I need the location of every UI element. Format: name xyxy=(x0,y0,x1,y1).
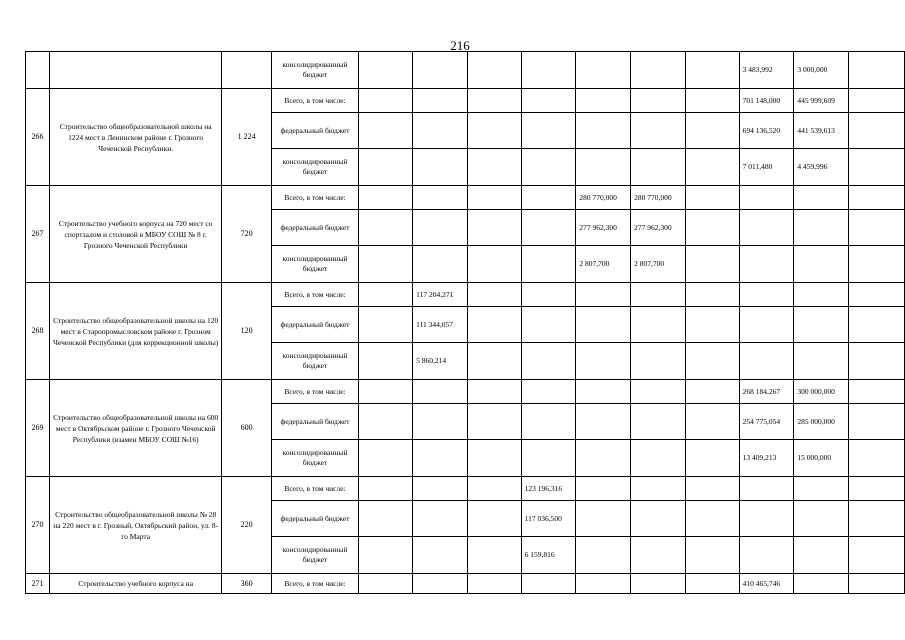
value-cell xyxy=(576,283,631,307)
value-cell xyxy=(739,537,794,574)
value-cell xyxy=(739,210,794,246)
value-cell: 5 860,214 xyxy=(413,343,468,380)
value-cell xyxy=(794,283,849,307)
funding-kind-cell: консолидированный бюджет xyxy=(271,343,359,380)
value-cell xyxy=(631,477,686,501)
value-cell xyxy=(631,574,686,594)
funding-kind-cell: федеральный бюджет xyxy=(271,501,359,537)
capacity-cell: 720 xyxy=(222,186,271,283)
value-cell xyxy=(794,501,849,537)
value-cell xyxy=(576,149,631,186)
value-cell xyxy=(849,89,905,113)
value-cell xyxy=(794,307,849,343)
value-cell xyxy=(794,210,849,246)
value-cell xyxy=(685,52,739,89)
value-cell xyxy=(631,52,686,89)
value-cell: 694 136,520 xyxy=(739,113,794,149)
value-cell xyxy=(576,440,631,477)
value-cell xyxy=(467,343,521,380)
capacity-cell: 360 xyxy=(222,574,271,594)
value-cell xyxy=(413,186,468,210)
value-cell xyxy=(413,210,468,246)
value-cell xyxy=(413,113,468,149)
value-cell xyxy=(849,113,905,149)
value-cell xyxy=(521,149,576,186)
value-cell xyxy=(685,149,739,186)
table-row xyxy=(26,574,905,594)
value-cell: 277 962,300 xyxy=(631,210,686,246)
value-cell xyxy=(685,307,739,343)
capacity-cell: 120 xyxy=(222,283,271,380)
value-cell: 701 148,000 xyxy=(739,89,794,113)
value-cell xyxy=(849,477,905,501)
value-cell xyxy=(467,574,521,594)
value-cell xyxy=(521,343,576,380)
value-cell xyxy=(794,343,849,380)
value-cell xyxy=(413,89,468,113)
value-cell xyxy=(739,307,794,343)
value-cell: 410 465,746 xyxy=(739,574,794,594)
value-cell: 3 000,000 xyxy=(794,52,849,89)
value-cell xyxy=(413,501,468,537)
value-cell xyxy=(631,307,686,343)
funding-kind-cell: консолидированный бюджет xyxy=(271,246,359,283)
value-cell xyxy=(359,440,413,477)
value-cell xyxy=(631,380,686,404)
value-cell xyxy=(467,380,521,404)
value-cell: 280 770,000 xyxy=(631,186,686,210)
value-cell xyxy=(685,537,739,574)
value-cell xyxy=(685,246,739,283)
value-cell: 111 344,057 xyxy=(413,307,468,343)
table-row xyxy=(26,477,905,501)
value-cell xyxy=(576,501,631,537)
value-cell xyxy=(359,186,413,210)
value-cell xyxy=(631,149,686,186)
value-cell xyxy=(521,307,576,343)
value-cell xyxy=(849,343,905,380)
funding-kind-cell: Всего, в том числе: xyxy=(271,89,359,113)
value-cell xyxy=(576,343,631,380)
value-cell xyxy=(359,52,413,89)
value-cell xyxy=(794,574,849,594)
value-cell xyxy=(576,113,631,149)
value-cell: 6 159,816 xyxy=(521,537,576,574)
value-cell xyxy=(576,307,631,343)
value-cell xyxy=(849,307,905,343)
value-cell xyxy=(359,477,413,501)
value-cell xyxy=(413,440,468,477)
value-cell xyxy=(359,307,413,343)
value-cell: 300 000,000 xyxy=(794,380,849,404)
value-cell xyxy=(739,501,794,537)
value-cell: 2 807,700 xyxy=(631,246,686,283)
value-cell xyxy=(685,343,739,380)
value-cell xyxy=(359,113,413,149)
value-cell xyxy=(521,186,576,210)
value-cell xyxy=(631,283,686,307)
value-cell xyxy=(849,537,905,574)
value-cell xyxy=(849,440,905,477)
value-cell xyxy=(849,283,905,307)
row-number-cell: 266 xyxy=(26,89,50,186)
budget-table xyxy=(25,51,905,594)
value-cell xyxy=(739,343,794,380)
value-cell xyxy=(794,246,849,283)
value-cell xyxy=(739,186,794,210)
value-cell: 268 184,267 xyxy=(739,380,794,404)
value-cell: 117 036,500 xyxy=(521,501,576,537)
value-cell xyxy=(631,89,686,113)
value-cell xyxy=(794,186,849,210)
capacity-cell: 220 xyxy=(222,477,271,574)
funding-kind-cell: консолидированный бюджет xyxy=(271,440,359,477)
object-name-cell: Строительство учебного корпуса на xyxy=(49,574,222,594)
value-cell xyxy=(631,537,686,574)
row-number-cell xyxy=(26,52,50,89)
value-cell xyxy=(467,440,521,477)
value-cell xyxy=(521,210,576,246)
funding-kind-cell: федеральный бюджет xyxy=(271,307,359,343)
value-cell xyxy=(685,477,739,501)
value-cell xyxy=(467,537,521,574)
value-cell xyxy=(467,149,521,186)
value-cell: 441 539,613 xyxy=(794,113,849,149)
value-cell: 7 011,480 xyxy=(739,149,794,186)
value-cell: 2 807,700 xyxy=(576,246,631,283)
value-cell xyxy=(849,380,905,404)
value-cell: 280 770,000 xyxy=(576,186,631,210)
value-cell: 13 409,213 xyxy=(739,440,794,477)
value-cell xyxy=(685,89,739,113)
value-cell xyxy=(849,574,905,594)
capacity-cell: 600 xyxy=(222,380,271,477)
value-cell: 3 483,992 xyxy=(739,52,794,89)
value-cell xyxy=(576,574,631,594)
object-name-cell xyxy=(49,52,222,89)
funding-kind-cell: федеральный бюджет xyxy=(271,404,359,440)
value-cell xyxy=(467,307,521,343)
value-cell xyxy=(739,246,794,283)
table-body xyxy=(26,52,905,594)
value-cell xyxy=(631,440,686,477)
value-cell xyxy=(739,283,794,307)
value-cell xyxy=(685,210,739,246)
funding-kind-cell: федеральный бюджет xyxy=(271,113,359,149)
value-cell: 15 000,000 xyxy=(794,440,849,477)
value-cell xyxy=(359,246,413,283)
value-cell xyxy=(576,380,631,404)
funding-kind-cell: Всего, в том числе: xyxy=(271,380,359,404)
value-cell: 445 999,609 xyxy=(794,89,849,113)
value-cell xyxy=(521,283,576,307)
capacity-cell xyxy=(222,52,271,89)
value-cell: 117 204,271 xyxy=(413,283,468,307)
value-cell xyxy=(467,210,521,246)
value-cell xyxy=(849,404,905,440)
value-cell xyxy=(467,404,521,440)
value-cell xyxy=(413,149,468,186)
value-cell: 277 962,300 xyxy=(576,210,631,246)
value-cell xyxy=(576,477,631,501)
value-cell xyxy=(576,537,631,574)
funding-kind-cell: Всего, в том числе: xyxy=(271,477,359,501)
value-cell xyxy=(467,246,521,283)
row-number-cell: 268 xyxy=(26,283,50,380)
value-cell xyxy=(521,89,576,113)
value-cell xyxy=(359,501,413,537)
value-cell xyxy=(685,440,739,477)
value-cell xyxy=(521,404,576,440)
funding-kind-cell: консолидированный бюджет xyxy=(271,149,359,186)
value-cell xyxy=(413,52,468,89)
value-cell xyxy=(467,89,521,113)
value-cell xyxy=(359,89,413,113)
value-cell xyxy=(685,283,739,307)
value-cell xyxy=(685,404,739,440)
value-cell xyxy=(359,574,413,594)
value-cell xyxy=(521,52,576,89)
value-cell xyxy=(685,501,739,537)
value-cell xyxy=(521,113,576,149)
value-cell xyxy=(685,186,739,210)
object-name-cell: Строительство учебного корпуса на 720 мест со спортзалом и столовой в МБОУ СОШ № 8 г. Грозного Чеченской Республики xyxy=(49,186,222,283)
value-cell xyxy=(576,52,631,89)
object-name-cell: Строительство общеобразовательной школы на 1224 мест в Ленинском районе г. Грозного Чеченской Республики. xyxy=(49,89,222,186)
value-cell xyxy=(413,574,468,594)
page-number: 216 xyxy=(450,38,470,53)
value-cell xyxy=(849,52,905,89)
value-cell xyxy=(685,380,739,404)
value-cell xyxy=(849,149,905,186)
table-row xyxy=(26,52,905,89)
funding-kind-cell: федеральный бюджет xyxy=(271,210,359,246)
value-cell xyxy=(794,477,849,501)
value-cell xyxy=(739,477,794,501)
value-cell: 123 196,316 xyxy=(521,477,576,501)
value-cell xyxy=(521,380,576,404)
value-cell: 285 000,000 xyxy=(794,404,849,440)
object-name-cell: Строительство общеобразовательной школы на 600 мест в Октябрьском районе г. Грозного Чеченской Республики (взамен МБОУ СОШ №16) xyxy=(49,380,222,477)
table-row xyxy=(26,186,905,210)
value-cell xyxy=(359,537,413,574)
value-cell xyxy=(467,501,521,537)
value-cell xyxy=(685,113,739,149)
value-cell xyxy=(631,113,686,149)
object-name-cell: Строительство общеобразовательной школы № 28 на 220 мест в г. Грозный, Октябрьский район, ул. 8-го Марта xyxy=(49,477,222,574)
funding-kind-cell: Всего, в том числе: xyxy=(271,186,359,210)
row-number-cell: 269 xyxy=(26,380,50,477)
value-cell: 4 459,996 xyxy=(794,149,849,186)
value-cell xyxy=(631,343,686,380)
value-cell xyxy=(467,283,521,307)
value-cell xyxy=(413,537,468,574)
row-number-cell: 271 xyxy=(26,574,50,594)
table-row xyxy=(26,89,905,113)
value-cell xyxy=(849,210,905,246)
row-number-cell: 267 xyxy=(26,186,50,283)
value-cell xyxy=(413,404,468,440)
value-cell xyxy=(359,380,413,404)
funding-kind-cell: консолидированный бюджет xyxy=(271,52,359,89)
value-cell xyxy=(467,113,521,149)
value-cell xyxy=(521,246,576,283)
value-cell xyxy=(359,404,413,440)
value-cell xyxy=(685,574,739,594)
funding-kind-cell: консолидированный бюджет xyxy=(271,537,359,574)
value-cell xyxy=(521,574,576,594)
value-cell xyxy=(413,246,468,283)
value-cell xyxy=(849,246,905,283)
value-cell xyxy=(467,186,521,210)
value-cell xyxy=(521,440,576,477)
value-cell xyxy=(467,52,521,89)
table-row xyxy=(26,380,905,404)
funding-kind-cell: Всего, в том числе: xyxy=(271,574,359,594)
value-cell: 254 775,054 xyxy=(739,404,794,440)
funding-kind-cell: Всего, в том числе: xyxy=(271,283,359,307)
value-cell xyxy=(359,283,413,307)
value-cell xyxy=(794,537,849,574)
value-cell xyxy=(359,149,413,186)
value-cell xyxy=(576,404,631,440)
value-cell xyxy=(849,501,905,537)
value-cell xyxy=(413,477,468,501)
value-cell xyxy=(359,210,413,246)
value-cell xyxy=(359,343,413,380)
object-name-cell: Строительство общеобразовательной школы на 120 мест в Старопромысловском районе г. Грозном Чеченской Республики (для коррекционной школы) xyxy=(49,283,222,380)
table-row xyxy=(26,283,905,307)
value-cell xyxy=(631,404,686,440)
row-number-cell: 270 xyxy=(26,477,50,574)
value-cell xyxy=(631,501,686,537)
capacity-cell: 1 224 xyxy=(222,89,271,186)
value-cell xyxy=(467,477,521,501)
value-cell xyxy=(576,89,631,113)
value-cell xyxy=(849,186,905,210)
value-cell xyxy=(413,380,468,404)
